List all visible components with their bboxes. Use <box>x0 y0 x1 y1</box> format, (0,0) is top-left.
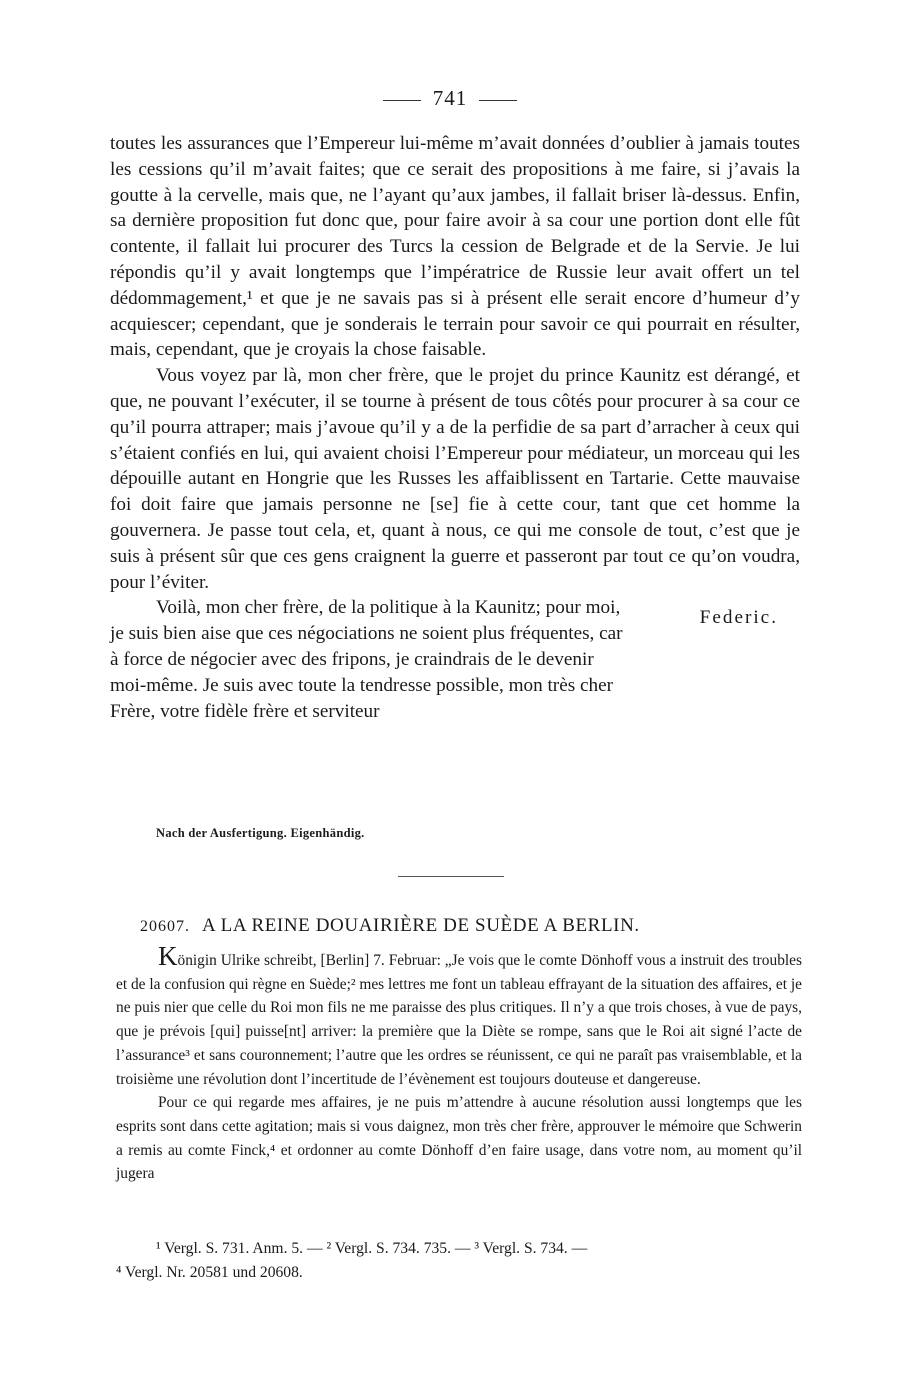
section-separator <box>398 876 504 877</box>
drop-initial: K <box>158 941 178 971</box>
letter-paragraph-3: Voilà, mon cher frère, de la politique à la Kaunitz; pour moi, je suis bien aise que ces négociations ne soient plus fréquentes, car à force de négocier avec des fripons, je craindrais de le devenir moi-même. Je suis avec toute la tendresse possible, mon très cher Frère, votre fidèle frère et serviteur <box>110 597 623 722</box>
signature: Federic. <box>699 607 778 629</box>
footnotes <box>116 1237 816 1285</box>
document-heading <box>140 915 820 937</box>
document-summary <box>116 941 802 1186</box>
page-number-dash-right <box>479 100 517 101</box>
summary-paragraph-1-text: önigin Ulrike schreibt, [Berlin] 7. Februar: „Je vois que le comte Dönhoff vous a instruit des troubles et de la confusion qui règne en Suède;² mes lettres me font un tableau effrayant de la situation des affaires, et je ne puis nier que celle du Roi mon fils ne me paraisse des plus critiques. Il n’y a que trois choses, à vue de pays, que je prévois [qui] puisse[nt] arriver: la première que la Diète se rompe, sans que le Roi ait signé l’acte de l’assurance³ et sans couronnement; l’autre que les ordres se réunissent, ce qui ne paraît pas vraisemblable, et la troisième une révolution dont l’incertitude de l’évènement est toujours douteuse et dangereuse. <box>116 952 802 1088</box>
letter-body <box>110 131 800 724</box>
summary-paragraph-1 <box>116 941 802 1091</box>
source-note: Nach der Ausfertigung. Eigenhändig. <box>156 826 365 840</box>
letter-paragraph-1: toutes les assurances que l’Empereur lui-même m’avait données d’oublier à jamais toutes les cessions qu’il m’avait faites; que ce serait des propositions à me faire, si j’avais la goutte à la cervelle, mais que, ne l’ayant qu’aux jambes, il fallait briser là-dessus. Enfin, sa dernière proposition fut donc que, pour faire avoir à sa cour une portion dont elle fût contente, il fallait lui procurer des Turcs la cession de Belgrade et de la Servie. Je lui répondis qu’il y avait longtemps que l’impératrice de Russie leur avait offert un tel dédommagement,¹ et que je ne savais pas si à présent elle serait encore d’humeur d’y acquiescer; cependant, que je sonderais le terrain pour savoir ce qui pourrait en résulter, mais, cependant, que je croyais la chose faisable. <box>110 133 800 361</box>
summary-paragraph-2: Pour ce qui regarde mes affaires, je ne puis m’attendre à aucune résolution aussi longtemps que les esprits sont dans cette agitation; mais si vous daignez, mon très cher frère, approuver le mémoire que Schwerin a remis au comte Finck,⁴ et ordonner au comte Dönhoff d’en faire usage, dans votre nom, au moment qu’il jugera <box>116 1094 802 1183</box>
footnote-line-2: ⁴ Vergl. Nr. 20581 und 20608. <box>116 1264 303 1281</box>
document-number: 20607. <box>140 918 190 935</box>
letter-paragraph-2: Vous voyez par là, mon cher frère, que le projet du prince Kaunitz est dérangé, et que, ne pouvant l’exécuter, il se tourne à présent de tous côtés pour procurer à sa cour ce qu’il pourra attraper; mais j’avoue qu’il y a de la perfidie de sa part d’arracher à ceux qui s’étaient confiés en lui, qui avaient choisi l’Empereur pour médiateur, un morceau qui les dépouille autant en Hongrie que les Russes les affaiblissent en Tartarie. Cette mauvaise foi doit faire que jamais personne ne [se] fie à cette cour, tant que cet homme la gouvernera. Je passe tout cela, et, quant à nous, ce qui me console de tout, c’est que je suis à présent sûr que ces gens craignent la guerre et passeront par tout ce qu’on voudra, pour l’éviter. <box>110 365 800 593</box>
document-title: A LA REINE DOUAIRIÈRE DE SUÈDE A BERLIN. <box>202 915 640 936</box>
footnote-line-1: ¹ Vergl. S. 731. Anm. 5. — ² Vergl. S. 734. 735. — ³ Vergl. S. 734. — <box>156 1240 588 1257</box>
letter-closing <box>110 595 800 724</box>
page-number <box>0 86 900 111</box>
page-number-value: 741 <box>432 86 468 110</box>
page-number-dash-left <box>383 100 421 101</box>
